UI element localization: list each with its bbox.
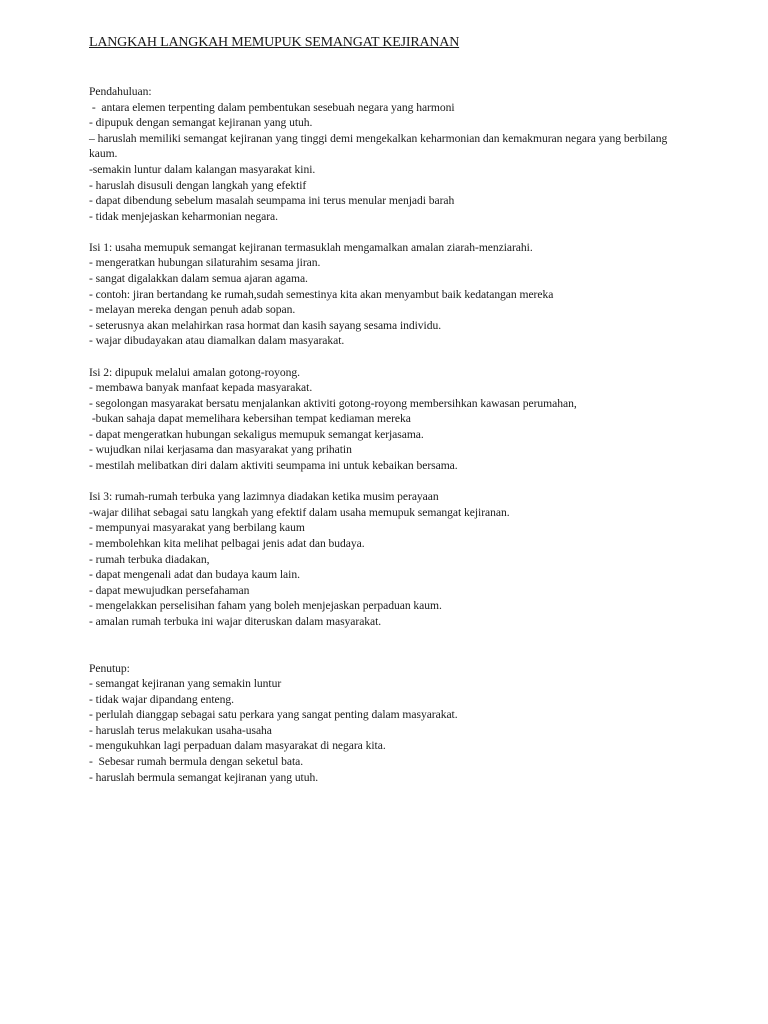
section-heading: Isi 3: rumah-rumah terbuka yang lazimnya diadakan ketika musim perayaan <box>89 490 439 504</box>
list-item: - antara elemen terpenting dalam pembentukan sesebuah negara yang harmoni <box>89 100 455 114</box>
list-item: - semangat kejiranan yang semakin luntur <box>89 677 282 691</box>
list-item: - dipupuk dengan semangat kejiranan yang utuh. <box>89 116 313 130</box>
document-page <box>89 34 749 785</box>
list-item: - tidak wajar dipandang enteng. <box>89 692 234 706</box>
list-item: - haruslah terus melakukan usaha-usaha <box>89 723 272 737</box>
list-item: - mengeratkan hubungan silaturahim sesama jiran. <box>89 256 321 270</box>
list-item: - dapat mengenali adat dan budaya kaum lain. <box>89 568 300 582</box>
list-item: - mengelakkan perselisihan faham yang boleh menjejaskan perpaduan kaum. <box>89 599 442 613</box>
list-item: -bukan sahaja dapat memelihara kebersihan tempat kediaman mereka <box>89 412 411 426</box>
list-item: - dapat mewujudkan persefahaman <box>89 583 250 597</box>
list-item: -semakin luntur dalam kalangan masyarakat kini. <box>89 162 316 176</box>
list-item: - melayan mereka dengan penuh adab sopan. <box>89 303 296 317</box>
section-heading: Isi 2: dipupuk melalui amalan gotong-royong. <box>89 365 300 379</box>
list-item: - membolehkan kita melihat pelbagai jenis adat dan budaya. <box>89 536 365 550</box>
list-item: - mestilah melibatkan diri dalam aktiviti seumpama ini untuk kebaikan bersama. <box>89 459 458 473</box>
list-item: - haruslah disusuli dengan langkah yang efektif <box>89 178 307 192</box>
list-item: - wajar dibudayakan atau diamalkan dalam masyarakat. <box>89 334 345 348</box>
document-title: LANGKAH LANGKAH MEMUPUK SEMANGAT KEJIRANAN <box>89 35 460 50</box>
list-item: – haruslah memiliki semangat kejiranan yang tinggi demi mengekalkan keharmonian dan kemakmuran negara yang berbilang kaum. <box>89 131 668 161</box>
list-item: - membawa banyak manfaat kepada masyarakat. <box>89 381 313 395</box>
list-item: - seterusnya akan melahirkan rasa hormat dan kasih sayang sesama individu. <box>89 318 442 332</box>
list-item: - amalan rumah terbuka ini wajar diteruskan dalam masyarakat. <box>89 614 382 628</box>
list-item: - perlulah dianggap sebagai satu perkara yang sangat penting dalam masyarakat. <box>89 708 458 722</box>
section-isi-2 <box>89 365 749 474</box>
list-item: - dapat mengeratkan hubungan sekaligus memupuk semangat kerjasama. <box>89 427 424 441</box>
list-item: - Sebesar rumah bermula dengan seketul bata. <box>89 755 304 769</box>
list-item: - sangat digalakkan dalam semua ajaran agama. <box>89 272 308 286</box>
list-item: - contoh: jiran bertandang ke rumah,sudah semestinya kita akan menyambut baik kedatangan mereka <box>89 287 554 301</box>
list-item: - wujudkan nilai kerjasama dan masyarakat yang prihatin <box>89 443 352 457</box>
section-isi-1 <box>89 240 749 349</box>
section-heading: Isi 1: usaha memupuk semangat kejiranan termasuklah mengamalkan amalan ziarah-menziarahi. <box>89 240 533 254</box>
list-item: - haruslah bermula semangat kejiranan yang utuh. <box>89 770 319 784</box>
section-heading: Pendahuluan: <box>89 85 152 98</box>
section-pendahuluan <box>89 84 749 224</box>
list-item: - segolongan masyarakat bersatu menjalankan aktiviti gotong-royong membersihkan kawasan perumahan, <box>89 396 577 410</box>
list-item: - mengukuhkan lagi perpaduan dalam masyarakat di negara kita. <box>89 739 386 753</box>
list-item: - rumah terbuka diadakan, <box>89 552 210 566</box>
list-item: - dapat dibendung sebelum masalah seumpama ini terus menular menjadi barah <box>89 194 455 208</box>
section-heading: Penutup: <box>89 661 130 675</box>
section-isi-3 <box>89 489 749 629</box>
list-item: - tidak menjejaskan keharmonian negara. <box>89 209 278 223</box>
list-item: -wajar dilihat sebagai satu langkah yang efektif dalam usaha memupuk semangat kejiranan. <box>89 505 510 519</box>
section-penutup <box>89 661 749 786</box>
list-item: - mempunyai masyarakat yang berbilang kaum <box>89 521 305 535</box>
